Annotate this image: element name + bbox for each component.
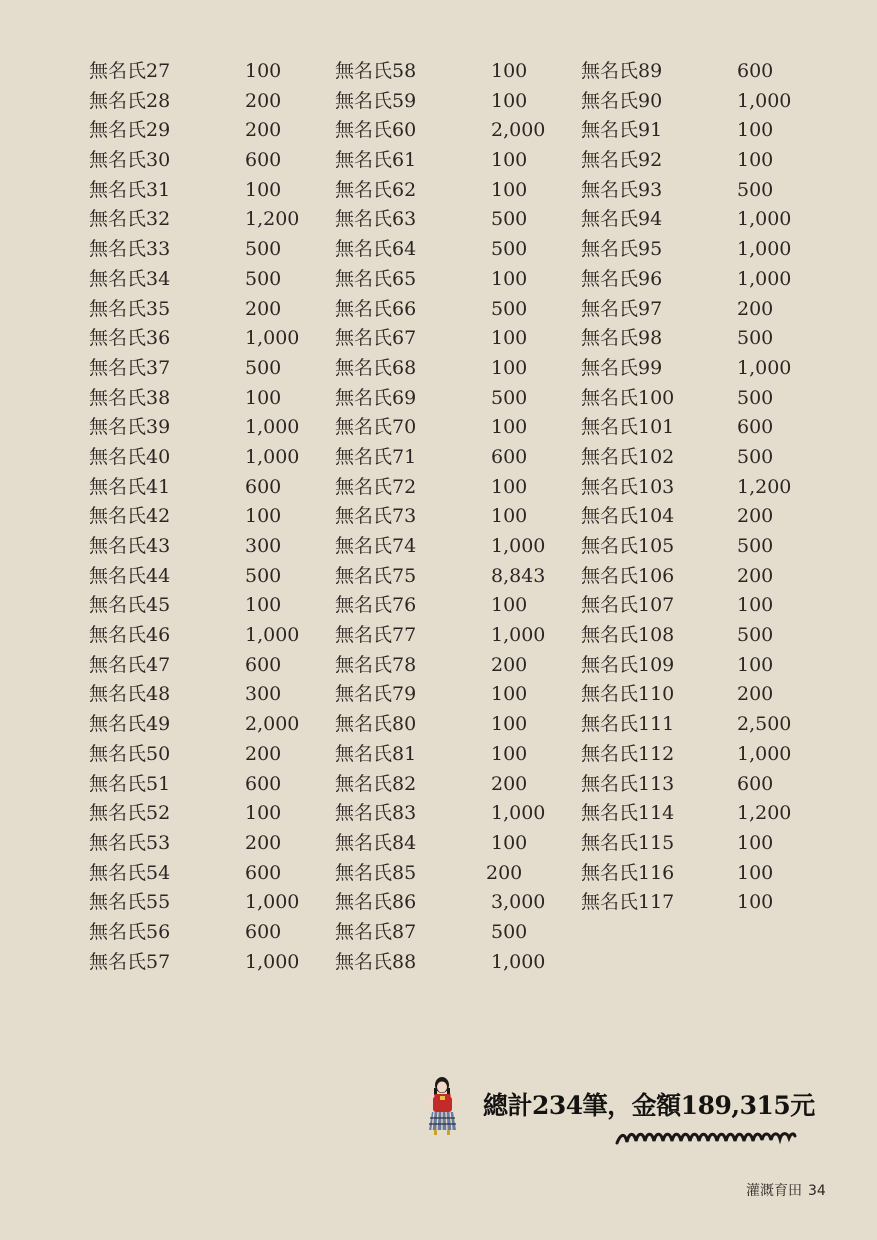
donation-amount: 100 [245, 178, 282, 201]
donation-amount: 200 [737, 683, 774, 706]
donor-name: 無名氏51 [89, 772, 171, 795]
donor-name: 無名氏106 [581, 564, 675, 587]
donation-amount: 600 [245, 475, 282, 498]
donor-name: 無名氏57 [89, 950, 171, 973]
donor-name: 無名氏85 [335, 861, 417, 884]
donation-amount: 8,843 [491, 564, 546, 587]
donation-amount: 100 [245, 60, 282, 82]
squiggle-decoration [614, 1127, 798, 1149]
donor-name: 無名氏77 [335, 624, 417, 647]
donor-name: 無名氏81 [335, 742, 417, 765]
donation-amount: 100 [245, 386, 282, 409]
donation-amount: 1,200 [245, 208, 300, 231]
donation-amount: 500 [491, 920, 528, 943]
donor-name: 無名氏108 [581, 624, 675, 647]
donor-name: 無名氏109 [581, 653, 675, 676]
donor-name: 無名氏95 [581, 238, 663, 261]
donor-name: 無名氏29 [89, 119, 171, 142]
donation-amount: 200 [245, 831, 282, 854]
donation-amount: 1,000 [491, 950, 546, 973]
donor-name: 無名氏113 [581, 772, 675, 795]
donation-amount: 100 [491, 416, 528, 439]
donation-amount: 600 [245, 861, 282, 884]
donor-name: 無名氏61 [335, 149, 417, 172]
page-number: 34 [808, 1183, 826, 1199]
donor-name: 無名氏40 [89, 445, 171, 468]
donation-amount: 1,000 [245, 416, 300, 439]
donation-amount: 600 [737, 772, 774, 795]
donor-name: 無名氏92 [581, 149, 663, 172]
donor-name: 無名氏56 [89, 920, 171, 943]
donor-name: 無名氏45 [89, 594, 171, 617]
donation-amount: 600 [245, 920, 282, 943]
donor-name: 無名氏66 [335, 297, 417, 320]
donor-name: 無名氏76 [335, 594, 417, 617]
donor-name: 無名氏96 [581, 267, 663, 290]
donation-amount: 100 [491, 267, 528, 290]
donation-amount: 2,000 [491, 119, 546, 142]
donation-amount: 1,000 [245, 624, 300, 647]
donation-amount: 1,000 [737, 89, 792, 112]
donor-name: 無名氏117 [581, 891, 675, 914]
donation-amount: 100 [491, 742, 528, 765]
donor-name: 無名氏83 [335, 802, 417, 825]
donation-amount: 1,000 [245, 891, 300, 914]
donation-amount: 600 [245, 772, 282, 795]
donation-amount: 200 [737, 505, 774, 528]
donor-name: 無名氏93 [581, 178, 663, 201]
donation-amount: 1,000 [245, 445, 300, 468]
donation-amount: 200 [245, 742, 282, 765]
donor-name: 無名氏94 [581, 208, 663, 231]
donor-name: 無名氏84 [335, 831, 417, 854]
donation-amount: 1,200 [737, 802, 792, 825]
donation-amount: 100 [491, 327, 528, 350]
donor-name: 無名氏67 [335, 327, 417, 350]
donation-amount: 100 [491, 713, 528, 736]
donation-amount: 600 [737, 60, 774, 82]
donor-name: 無名氏34 [89, 267, 171, 290]
donation-amount: 1,000 [737, 267, 792, 290]
donation-amount: 1,000 [737, 742, 792, 765]
donor-name: 無名氏114 [581, 802, 675, 825]
donation-amount: 100 [491, 831, 528, 854]
donation-amount: 500 [737, 624, 774, 647]
donor-name: 無名氏111 [581, 713, 675, 736]
donation-amount: 600 [245, 149, 282, 172]
donor-name: 無名氏53 [89, 831, 171, 854]
doll-illustration [420, 1076, 466, 1138]
donor-name: 無名氏49 [89, 713, 171, 736]
donation-amount: 100 [737, 149, 774, 172]
donor-name: 無名氏59 [335, 89, 417, 112]
donation-amount: 500 [491, 238, 528, 261]
donation-amount: 1,200 [737, 475, 792, 498]
donor-name: 無名氏82 [335, 772, 417, 795]
donor-name: 無名氏116 [581, 861, 675, 884]
donation-amount: 100 [491, 60, 528, 82]
donation-amount: 500 [737, 327, 774, 350]
donor-name: 無名氏37 [89, 356, 171, 379]
donation-amount: 1,000 [737, 356, 792, 379]
donation-amount: 200 [737, 564, 774, 587]
donation-amount: 100 [245, 802, 282, 825]
donor-name: 無名氏105 [581, 535, 675, 557]
donor-name: 無名氏101 [581, 416, 675, 439]
donation-amount: 1,000 [737, 238, 792, 261]
donor-name: 無名氏31 [89, 178, 171, 201]
donor-name: 無名氏104 [581, 505, 675, 528]
donor-name: 無名氏33 [89, 238, 171, 261]
donation-amount: 500 [737, 386, 774, 409]
donor-name: 無名氏90 [581, 89, 663, 112]
donation-amount: 500 [737, 178, 774, 201]
donation-amount: 600 [491, 445, 528, 468]
donor-name: 無名氏42 [89, 505, 171, 528]
donation-amount: 100 [245, 594, 282, 617]
donor-name: 無名氏58 [335, 60, 417, 82]
page-footer [746, 1180, 826, 1200]
donation-amount: 200 [245, 89, 282, 112]
donation-amount: 600 [737, 416, 774, 439]
donor-name: 無名氏103 [581, 475, 675, 498]
donor-name: 無名氏52 [89, 802, 171, 825]
donor-name: 無名氏86 [335, 891, 417, 914]
donor-name: 無名氏88 [335, 950, 417, 973]
donor-name: 無名氏99 [581, 356, 663, 379]
donor-name: 無名氏68 [335, 356, 417, 379]
donation-amount: 500 [491, 208, 528, 231]
donation-amount: 100 [491, 505, 528, 528]
donor-name: 無名氏28 [89, 89, 171, 112]
donor-name: 無名氏39 [89, 416, 171, 439]
donation-amount: 500 [491, 297, 528, 320]
donor-name: 無名氏55 [89, 891, 171, 914]
donor-name: 無名氏115 [581, 831, 675, 854]
donation-amount: 100 [491, 683, 528, 706]
donation-amount: 100 [737, 891, 774, 914]
donor-name: 無名氏72 [335, 475, 417, 498]
donor-name: 無名氏65 [335, 267, 417, 290]
donor-name: 無名氏48 [89, 683, 171, 706]
donation-amount: 2,000 [245, 713, 300, 736]
donation-amount: 100 [737, 594, 774, 617]
donor-name: 無名氏100 [581, 386, 675, 409]
donor-name: 無名氏102 [581, 445, 675, 468]
donor-name: 無名氏54 [89, 861, 171, 884]
donation-amount: 100 [491, 475, 528, 498]
donation-amount: 500 [491, 386, 528, 409]
donation-amount: 100 [491, 89, 528, 112]
donor-name: 無名氏80 [335, 713, 417, 736]
donation-amount: 300 [245, 683, 282, 706]
donor-name: 無名氏47 [89, 653, 171, 676]
donor-name: 無名氏73 [335, 505, 417, 528]
donor-name: 無名氏91 [581, 119, 663, 142]
donation-amount: 500 [245, 267, 282, 290]
donor-name: 無名氏27 [89, 60, 171, 82]
donor-name: 無名氏78 [335, 653, 417, 676]
donor-name: 無名氏107 [581, 594, 675, 617]
donation-amount: 200 [245, 297, 282, 320]
donation-amount: 100 [491, 178, 528, 201]
donor-name: 無名氏38 [89, 386, 171, 409]
donation-amount: 100 [245, 505, 282, 528]
donor-name: 無名氏112 [581, 742, 675, 765]
donor-name: 無名氏41 [89, 475, 171, 498]
donor-name: 無名氏71 [335, 445, 417, 468]
donation-amount: 100 [491, 149, 528, 172]
donor-name: 無名氏69 [335, 386, 417, 409]
donor-name: 無名氏32 [89, 208, 171, 231]
donation-amount: 100 [737, 831, 774, 854]
donation-amount: 1,000 [737, 208, 792, 231]
donation-amount: 100 [737, 653, 774, 676]
donation-amount: 100 [491, 356, 528, 379]
donor-name: 無名氏110 [581, 683, 675, 706]
donor-name: 無名氏30 [89, 149, 171, 172]
donation-amount: 500 [245, 356, 282, 379]
donation-amount: 500 [245, 238, 282, 261]
donation-amount: 3,000 [491, 891, 546, 914]
donor-name: 無名氏35 [89, 297, 171, 320]
donor-name: 無名氏70 [335, 416, 417, 439]
donation-amount: 600 [245, 653, 282, 676]
publication-title: 灌溉育田 [746, 1183, 802, 1199]
total-summary: 總計234筆，金額189,315元 [483, 1091, 815, 1120]
donor-name: 無名氏62 [335, 178, 417, 201]
donor-name: 無名氏64 [335, 238, 417, 261]
donation-amount: 200 [486, 861, 523, 884]
donor-name: 無名氏79 [335, 683, 417, 706]
donor-name: 無名氏43 [89, 535, 171, 557]
donation-amount: 200 [245, 119, 282, 142]
donation-amount: 1,000 [245, 327, 300, 350]
donor-name: 無名氏87 [335, 920, 417, 943]
donor-name: 無名氏63 [335, 208, 417, 231]
donation-amount: 1,000 [491, 624, 546, 647]
donation-amount: 200 [491, 772, 528, 795]
donation-amount: 1,000 [491, 535, 546, 557]
donation-amount: 100 [737, 861, 774, 884]
donation-amount: 500 [245, 564, 282, 587]
donor-name: 無名氏74 [335, 535, 417, 557]
donation-amount: 1,000 [491, 802, 546, 825]
donation-amount: 100 [737, 119, 774, 142]
donor-name: 無名氏36 [89, 327, 171, 350]
donor-name: 無名氏60 [335, 119, 417, 142]
donation-amount: 200 [737, 297, 774, 320]
donor-name: 無名氏75 [335, 564, 417, 587]
donor-name: 無名氏50 [89, 742, 171, 765]
donor-name: 無名氏46 [89, 624, 171, 647]
donation-amount: 2,500 [737, 713, 792, 736]
donor-name: 無名氏89 [581, 60, 663, 82]
donor-name: 無名氏98 [581, 327, 663, 350]
donation-amount: 100 [491, 594, 528, 617]
donation-amount: 500 [737, 445, 774, 468]
donation-amount: 300 [245, 535, 282, 557]
donation-amount: 1,000 [245, 950, 300, 973]
donor-name: 無名氏44 [89, 564, 171, 587]
donation-amount: 200 [491, 653, 528, 676]
donation-amount: 500 [737, 535, 774, 557]
donor-name: 無名氏97 [581, 297, 663, 320]
